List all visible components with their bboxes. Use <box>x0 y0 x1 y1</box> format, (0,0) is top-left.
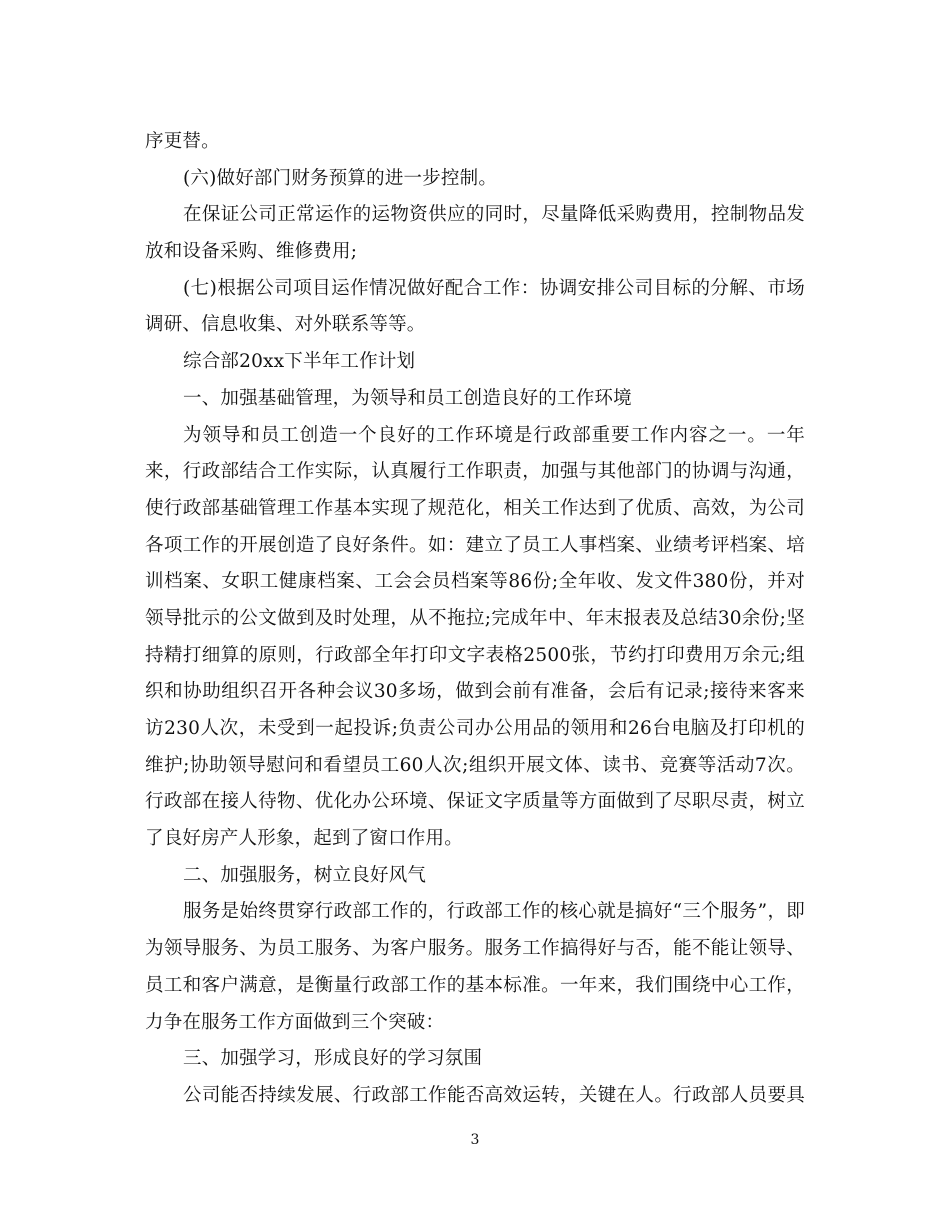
text-line: 放和设备采购、维修费用; <box>145 241 358 263</box>
text-line: 调研、信息收集、对外联系等等。 <box>145 314 426 336</box>
text-line: (七)根据公司项目运作情况做好配合工作：协调安排公司目标的分解、市场 <box>183 277 805 299</box>
text-line: 为领导和员工创造一个良好的工作环境是行政部重要工作内容之一。一年 <box>183 424 805 446</box>
text-line: 维护;协助领导慰问和看望员工60人次;组织开展文体、读书、竞赛等活动7次。 <box>145 754 805 776</box>
text-line: 二、加强服务，树立良好风气 <box>183 864 427 886</box>
text-line: 综合部20xx下半年工作计划 <box>183 351 416 373</box>
text-line: 在保证公司正常运作的运物资供应的同时，尽量降低采购费用，控制物品发 <box>183 204 805 226</box>
text-line: 织和协助组织召开各种会议30多场，做到会前有准备，会后有记录;接待来客来 <box>145 681 805 703</box>
text-line: 访230人次，未受到一起投诉;负责公司办公用品的领用和26台电脑及打印机的 <box>145 718 805 739</box>
text-line: 公司能否持续发展、行政部工作能否高效运转，关键在人。行政部人员要具 <box>183 1084 805 1106</box>
text-line: 三、加强学习，形成良好的学习氛围 <box>183 1048 483 1070</box>
text-line: 行政部在接人待物、优化办公环境、保证文字质量等方面做到了尽职尽责，树立 <box>145 791 805 813</box>
text-line: 各项工作的开展创造了良好条件。如：建立了员工人事档案、业绩考评档案、培 <box>145 534 805 556</box>
document-body <box>145 124 805 1115</box>
text-line: 员工和客户满意，是衡量行政部工作的基本标准。一年来，我们围绕中心工作， <box>145 974 805 996</box>
text-line: 力争在服务工作方面做到三个突破： <box>145 1011 445 1033</box>
text-line: 来，行政部结合工作实际，认真履行工作职责，加强与其他部门的协调与沟通， <box>145 461 805 483</box>
text-line: 为领导服务、为员工服务、为客户服务。服务工作搞得好与否，能不能让领导、 <box>145 938 805 960</box>
text-line: 使行政部基础管理工作基本实现了规范化，相关工作达到了优质、高效，为公司 <box>145 497 805 519</box>
text-line: 持精打细算的原则，行政部全年打印文字表格2500张，节约打印费用万余元;组 <box>145 644 805 666</box>
text-line: 领导批示的公文做到及时处理，从不拖拉;完成年中、年末报表及总结30余份;坚 <box>145 607 805 629</box>
text-line: 训档案、女职工健康档案、工会会员档案等86份;全年收、发文件380份，并对 <box>145 571 805 593</box>
text-line: 了良好房产人形象，起到了窗口作用。 <box>145 828 463 850</box>
page-number: 3 <box>470 1132 480 1148</box>
text-line: (六)做好部门财务预算的进一步控制。 <box>183 167 498 189</box>
text-line: 一、加强基础管理，为领导和员工创造良好的工作环境 <box>183 387 632 409</box>
text-line: 服务是始终贯穿行政部工作的，行政部工作的核心就是搞好“三个服务”，即 <box>183 901 805 923</box>
text-line: 序更替。 <box>145 131 220 152</box>
